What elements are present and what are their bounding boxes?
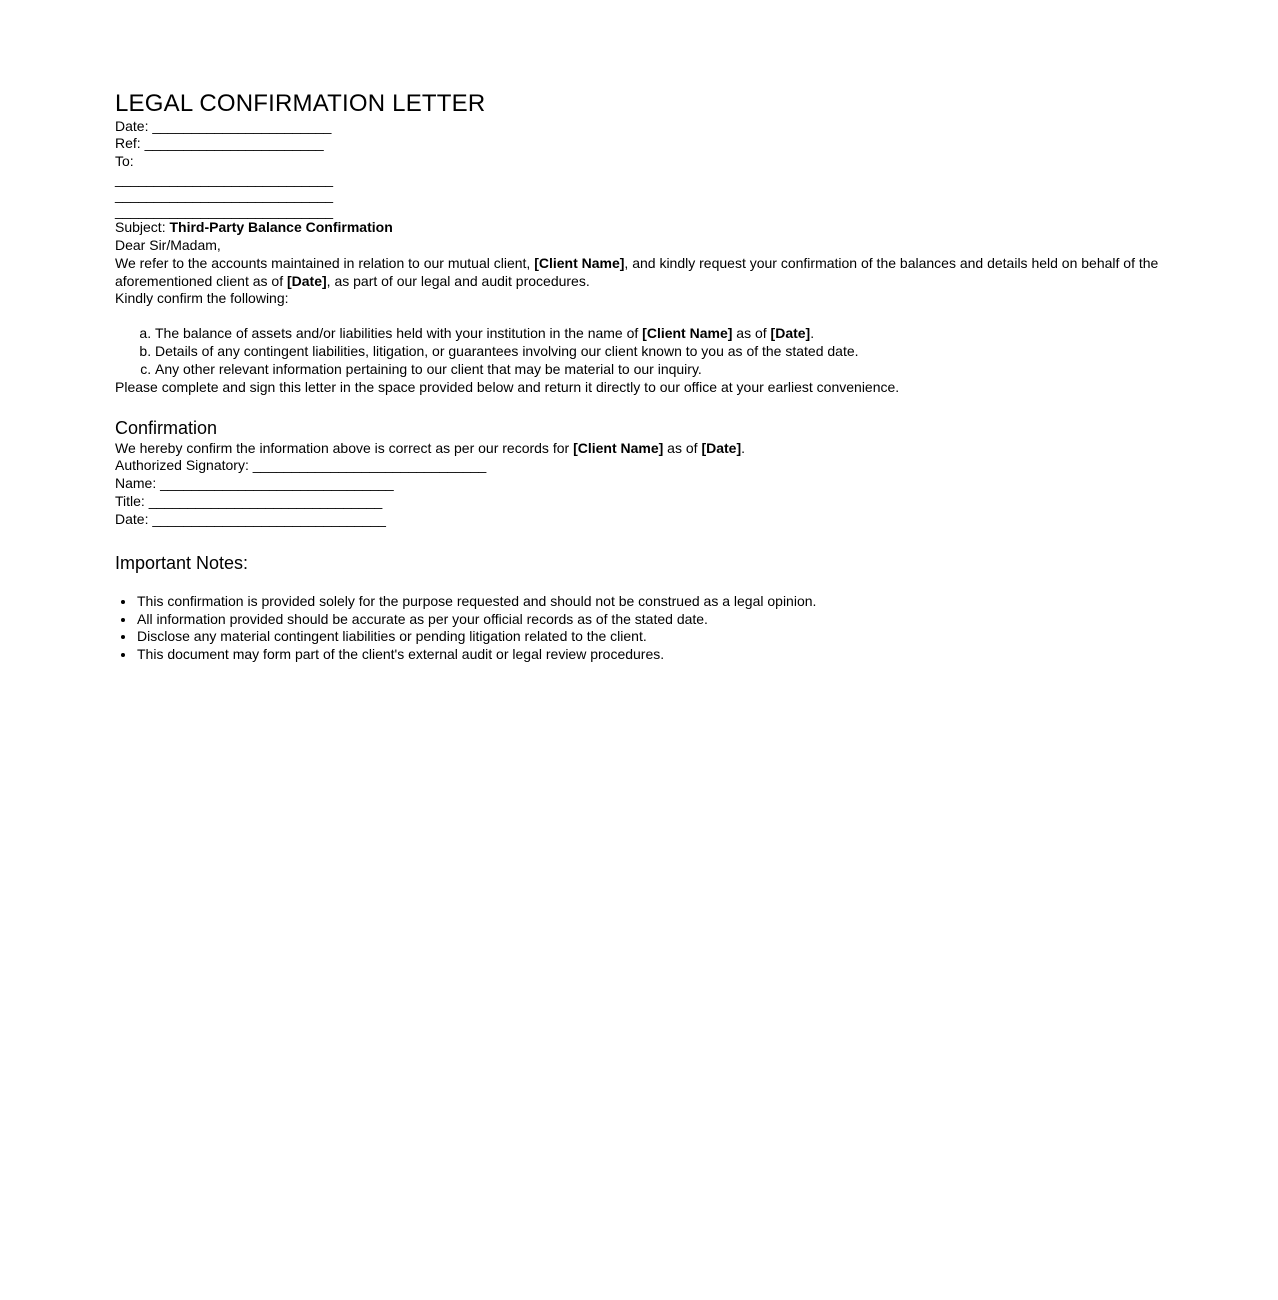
signature-field-authorized-signatory [115,457,486,473]
text-segment: as of [663,439,702,456]
date-label: Date: [115,117,149,134]
signature-block [115,457,1163,529]
field-label: Date: [115,511,149,528]
list-item [155,361,1163,379]
recipient-blank-line: ____________________________ [115,186,334,203]
field-label: Title: [115,493,145,510]
text-segment: as of [732,325,771,342]
list-item: • Disclose any material contingent liabilities or pending litigation related to the client. [136,628,1163,646]
text-segment: . [810,325,815,342]
confirmation-statement [115,440,1163,458]
list-item: • All information provided should be accurate as per your official records as of the stated date. [136,611,1163,629]
text-segment: We hereby confirm the information above is correct as per our records for [115,439,574,456]
list-item [155,325,1163,343]
placeholder-token: [Date] [701,439,742,456]
text-segment: The balance of assets and/or liabilities held with your institution in the name of [155,325,643,342]
signature-blank-line: ______________________________ [148,493,383,510]
confirmation-heading: Confirmation [115,417,218,438]
signature-field-title [115,493,382,509]
signature-field-date [115,511,386,527]
placeholder-token: [Date] [770,325,811,342]
date-ref-block [115,118,1163,153]
text-segment: , and kindly request your confirmation of the balances and details held on behalf of the aforementioned client as of [115,254,1159,289]
closing-request: Please complete and sign this letter in the space provided below and return it directly to our office at your earliest convenience. [115,379,900,396]
salutation: Dear Sir/Madam, [115,236,221,253]
text-segment: . [741,439,745,456]
recipient-blank-lines [115,171,1163,219]
letter-document [115,0,1163,784]
subject-label: Subject: [115,218,166,235]
placeholder-token: [Date] [287,272,327,289]
placeholder-token: [Client Name] [573,439,664,456]
important-notes-heading: Important Notes: [115,553,249,574]
confirmation-request-list [115,325,1163,379]
ref-blank-line: _______________________ [144,135,324,152]
list-item: • This document may form part of the client's external audit or legal review procedures. [136,646,1163,664]
signature-blank-line: ______________________________ [160,475,394,492]
subject-value: Third-Party Balance Confirmation [169,218,393,235]
text-segment: Any other relevant information pertaining to our client that may be material to our inquiry. [155,361,702,378]
signature-blank-line: ______________________________ [152,511,386,528]
list-item [155,343,1163,361]
document-title: LEGAL CONFIRMATION LETTER [115,90,486,117]
placeholder-token: [Client Name] [534,254,625,271]
subject-line [115,219,1163,237]
signature-field-name [115,475,394,491]
text-segment: We refer to the accounts maintained in relation to our mutual client, [115,254,535,271]
placeholder-token: [Client Name] [642,325,733,342]
text-segment: , as part of our legal and audit procedures. [326,272,590,289]
list-item: • This confirmation is provided solely for the purpose requested and should not be construed as a legal opinion. [136,593,1163,611]
date-blank-line: _______________________ [152,117,332,134]
request-intro: Kindly confirm the following: [115,290,289,307]
recipient-blank-line: ____________________________ [115,202,334,219]
intro-paragraph [115,255,1163,291]
text-segment: Details of any contingent liabilities, litigation, or guarantees involving our client known to you as of the stated date. [155,343,859,360]
ref-label: Ref: [115,135,141,152]
field-label: Authorized Signatory: [115,457,249,474]
recipient-label: To: [115,152,134,169]
important-notes-list [115,593,1163,665]
signature-blank-line: ______________________________ [252,457,487,474]
field-label: Name: [115,475,157,492]
recipient-blank-line: ____________________________ [115,170,334,187]
